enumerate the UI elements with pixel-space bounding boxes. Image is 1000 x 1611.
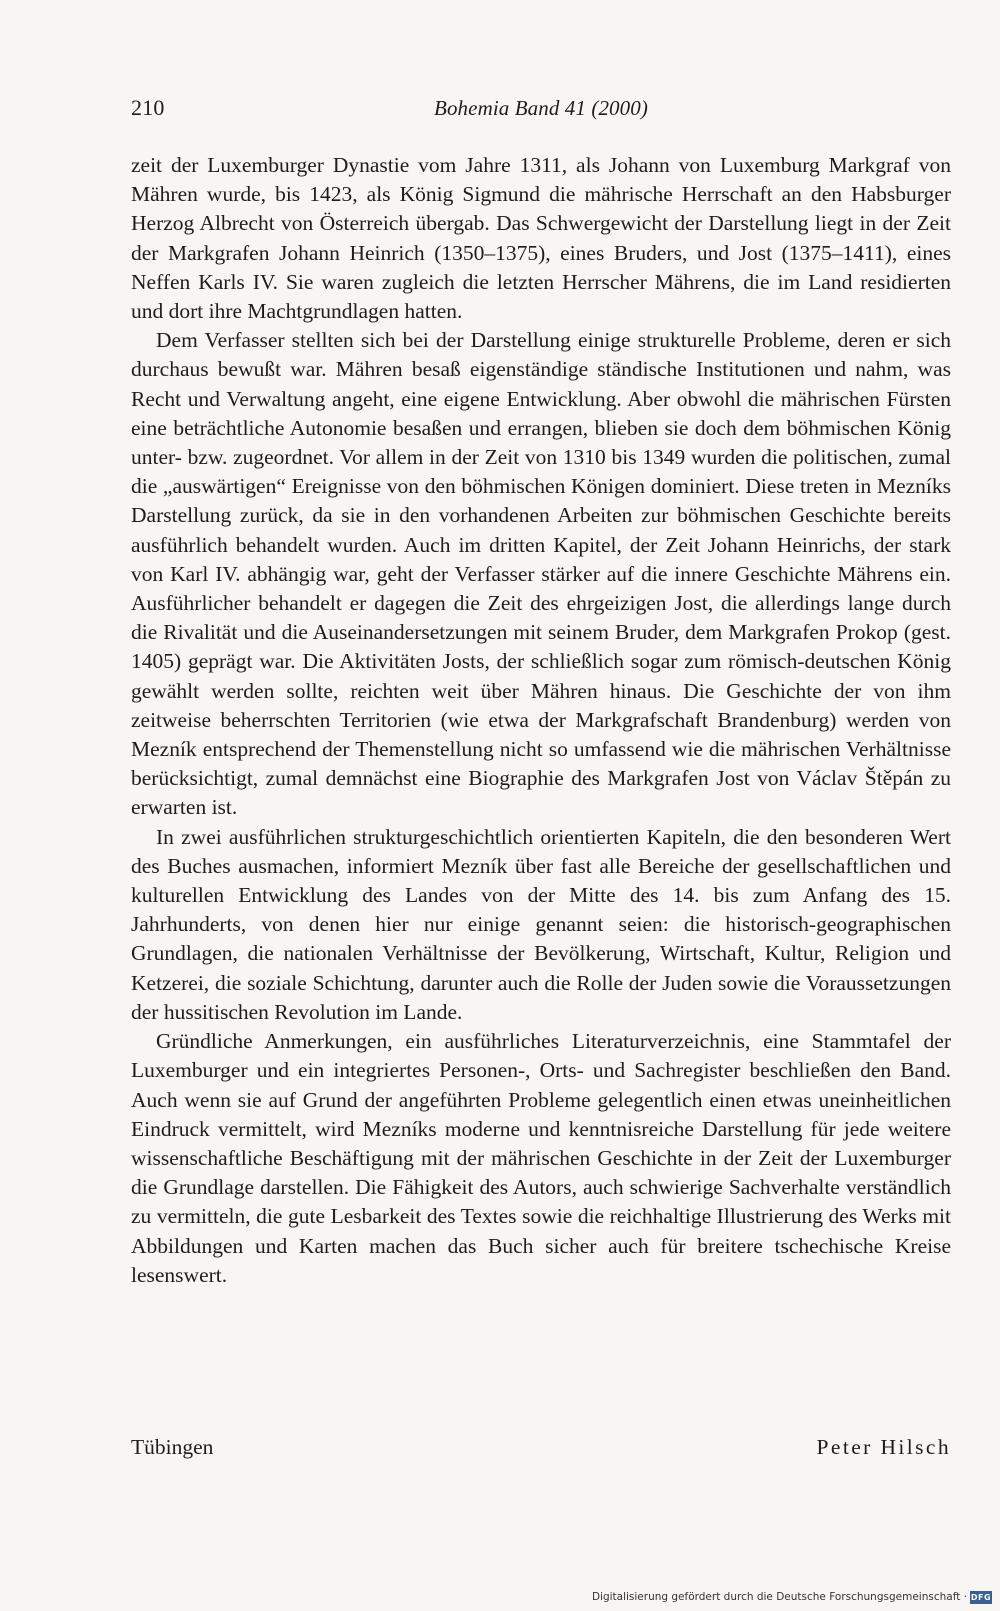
running-head: Bohemia Band 41 (2000) [434,96,648,120]
signature-author: Peter Hilsch [816,1435,951,1459]
paragraph: In zwei ausführlichen strukturgeschichtlich orientierten Kapiteln, die den besonderen Wert des Buches ausmachen, informiert Mezník über fast alle Bereiche der gesellschaftlichen und kulturellen Entwicklung des Landes von der Mitte des 14. bis zum Anfang des 15. Jahrhunderts, von denen hier nur einige genannt seien: die historisch-geographischen Grundlagen, die nationalen Verhältnisse der Bevölkerung, Wirtschaft, Kultur, Religion und Ketzerei, die soziale Schichtung, darunter auch die Rolle der Juden sowie die Voraussetzungen der hussitischen Revolution im Lande. [131,824,951,1024]
paragraph: zeit der Luxemburger Dynastie vom Jahre 1311, als Johann von Luxemburg Markgraf von Mähren wurde, bis 1423, als König Sigmund die mährische Herrschaft an den Habsburger Herzog Albrecht von Österreich übergab. Das Schwergewicht der Darstellung liegt in der Zeit der Markgrafen Johann Heinrich (1350–1375), eines Bruders, und Jost (1375–1411), eines Neffen Karls IV. Sie waren zugleich die letzten Herrscher Mährens, die im Land residierten und dort ihre Machtgrundlagen hatten. [131,153,951,324]
body-text [131,151,951,1290]
credit-text: Digitalisierung gefördert durch die Deutsche Forschungsgemeinschaft · [591,1591,967,1603]
paragraph: Dem Verfasser stellten sich bei der Darstellung einige strukturelle Probleme, deren er sich durchaus bewußt war. Mähren besaß eigenständige ständische Institutionen und nahm, was Recht und Verwaltung angeht, eine eigene Entwicklung. Aber obwohl die mährischen Fürsten eine beträchtliche Autonomie besaßen und errangen, blieben sie doch dem böhmischen König unter- bzw. zugeordnet. Vor allem in der Zeit von 1310 bis 1349 wurden die politischen, zumal die „auswärtigen“ Ereignisse von den böhmischen Königen dominiert. Diese treten in Mezníks Darstellung zurück, da sie in den vorhandenen Arbeiten zur böhmischen Geschichte bereits ausführlich behandelt wurden. Auch im dritten Kapitel, der Zeit Johann Heinrichs, der stark von Karl IV. abhängig war, geht der Verfasser stärker auf die innere Geschichte Mährens ein. Ausführlicher behandelt er dagegen die Zeit des ehrgeizigen Jost, die allerdings lange durch die Rivalität und die Auseinandersetzungen mit seinem Bruder, dem Markgrafen Prokop (gest. 1405) geprägt war. Die Aktivitäten Josts, der schließlich sogar zum römisch-deutschen König gewählt werden sollte, reichten weit über Mähren hinaus. Die Geschichte der von ihm zeitweise beherrschten Territorien (wie etwa der Markgrafschaft Brandenburg) werden von Mezník entsprechend der Themenstellung nicht so umfassend wie die mährischen Verhältnisse berücksichtigt, zumal demnächst eine Biographie des Markgrafen Jost von Václav Štěpán zu erwarten ist. [131,328,951,820]
page-header [131,94,951,128]
digitization-credit [592,1588,992,1606]
page-number: 210 [131,95,165,120]
review-signature [131,1432,951,1466]
paragraph: Gründliche Anmerkungen, ein ausführliches Literaturverzeichnis, eine Stammtafel der Luxemburger und ein integriertes Personen-, Orts- und Sachregister beschließen den Band. Auch wenn sie auf Grund der angeführten Probleme gelegentlich einen etwas uneinheitlichen Eindruck vermittelt, wird Mezníks moderne und kenntnisreiche Darstellung für jede weitere wissenschaftliche Beschäftigung mit der mährischen Geschichte in der Zeit der Luxemburger die Grundlage darstellen. Die Fähigkeit des Autors, auch schwierige Sachverhalte verständlich zu vermitteln, die gute Lesbarkeit des Textes sowie die reichhaltige Illustrierung des Werks mit Abbildungen und Karten machen das Buch sicher auch für breitere tschechische Kreise lesenswert. [131,1029,951,1287]
dfg-logo: DFG [970,1592,992,1602]
signature-place: Tübingen [131,1435,214,1459]
